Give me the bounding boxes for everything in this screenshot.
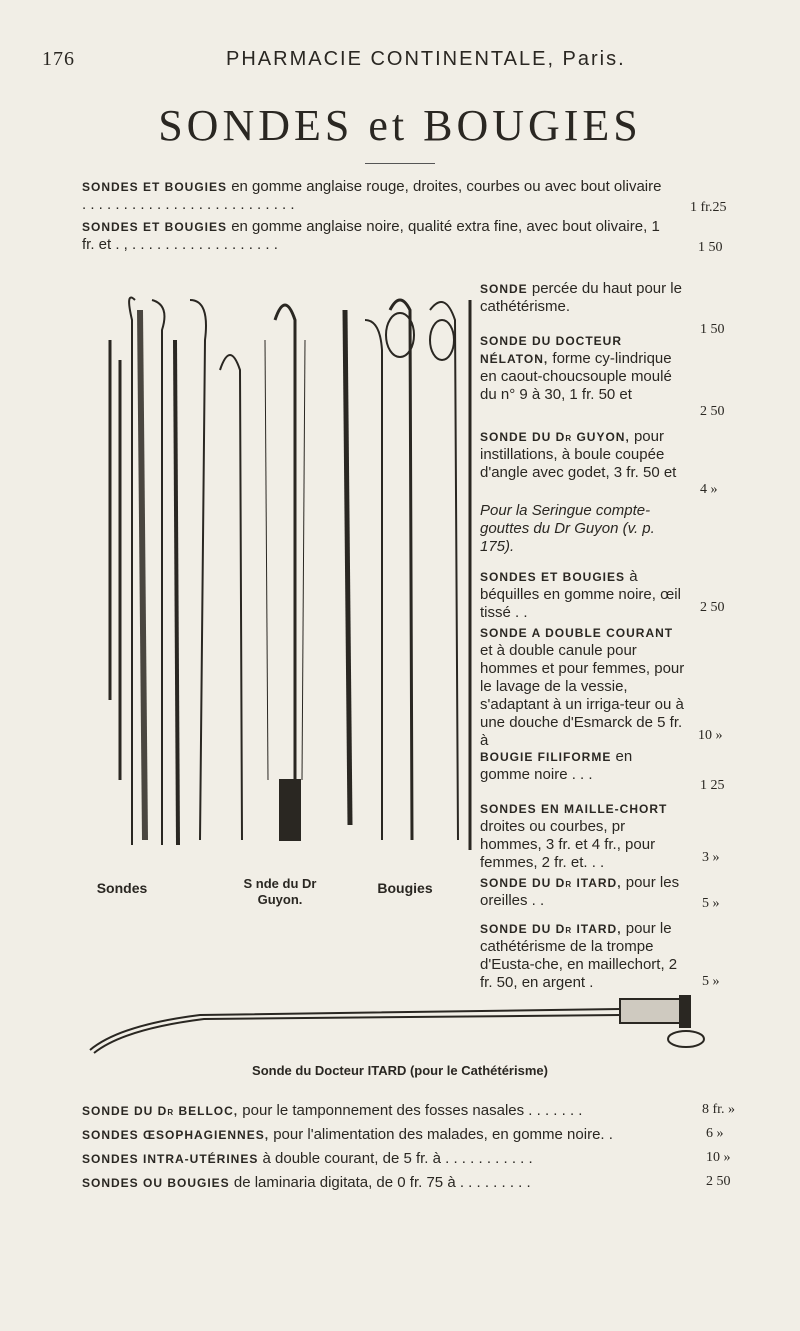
- entry-text: pour le cathétérisme de la trompe d'Eusta-che, en maillechort, 2 fr. 50, en argent .: [480, 920, 678, 991]
- entry-text: en gomme noire . . .: [480, 748, 633, 783]
- entry-text: Pour la Seringue compte-gouttes du Dr Guyon (v. p. 175).: [480, 502, 655, 555]
- page-title: [0, 100, 800, 164]
- entry-text: à double courant, de 5 fr. à . . . . . . . . . . .: [258, 1150, 533, 1167]
- entry-lead: SONDES ŒSOPHAGIENNES,: [82, 1128, 270, 1142]
- caption-itard: Sonde du Docteur ITARD (pour le Cathétérisme): [252, 1063, 548, 1078]
- entry-text: droites ou courbes, pr hommes, 3 fr. et 4 fr., pour femmes, 2 fr. et. . .: [480, 818, 656, 871]
- caption-bougies: Bougies: [377, 880, 433, 896]
- price: 10 »: [706, 1150, 731, 1165]
- price: 6 »: [706, 1126, 724, 1141]
- entry-right-10: [480, 920, 685, 992]
- entry-text: à béquilles en gomme noire, œil tissé . .: [480, 568, 681, 621]
- entry-lead: SONDE DU Dr ITARD,: [480, 922, 622, 936]
- entry-lead: SONDE DU Dr BELLOC,: [82, 1104, 239, 1118]
- entry-right-7: [480, 748, 685, 784]
- running-title: PHARMACIE CONTINENTALE, Paris.: [226, 48, 626, 70]
- itard-sonde-illustration: [80, 995, 720, 1055]
- entry-lead: SONDES ET BOUGIES: [82, 180, 228, 194]
- entry-text: pour les oreilles . .: [480, 874, 680, 909]
- price: 3 »: [702, 850, 720, 865]
- page-number: 176: [42, 48, 75, 70]
- entry-text: en gomme anglaise rouge, droites, courbes ou avec bout olivaire . . . . . . . . . . . . . . . . . . . . . . . . . .: [82, 178, 662, 213]
- entry-right-8: [480, 800, 685, 872]
- price: 5 »: [702, 974, 720, 989]
- entry-text: de laminaria digitata, de 0 fr. 75 à . . . . . . . . .: [229, 1174, 531, 1191]
- entry-bottom-4: [82, 1174, 682, 1192]
- entry-right-3: [480, 428, 685, 482]
- entry-text: percée du haut pour le cathétérisme.: [480, 280, 682, 315]
- entry-text: en gomme anglaise noire, qualité extra fine, avec bout olivaire, 1 fr. et . , . . . . . . . . . . . . . . . . . .: [82, 218, 660, 253]
- entry-top-1: [82, 178, 662, 214]
- entry-text: pour le tamponnement des fosses nasales . . . . . . .: [238, 1102, 583, 1119]
- caption-sonde-guyon: S nde du Dr Guyon.: [243, 876, 317, 907]
- price: 1 50: [700, 322, 725, 337]
- entry-lead: SONDES EN MAILLE-CHORT: [480, 802, 668, 816]
- entry-right-2: [480, 332, 685, 404]
- entry-bottom-1: [82, 1102, 682, 1120]
- entry-text: forme cy-lindrique en caout-choucsouple moulé du n° 9 à 30, 1 fr. 50 et: [480, 350, 672, 403]
- title-rule: [365, 163, 435, 164]
- entry-right-4: [480, 502, 685, 556]
- entry-right-5: [480, 568, 685, 622]
- entry-lead: SONDE DU Dr ITARD,: [480, 876, 622, 890]
- price: 8 fr. »: [702, 1102, 736, 1117]
- title-text: SONDES et BOUGIES: [158, 101, 642, 150]
- price: 1 25: [700, 778, 725, 793]
- entry-text: pour instillations, à boule coupée d'angle avec godet, 3 fr. 50 et: [480, 428, 677, 481]
- entry-lead: SONDES INTRA-UTÉRINES: [82, 1152, 259, 1166]
- entry-lead: BOUGIE FILIFORME: [480, 750, 612, 764]
- entry-lead: SONDE A DOUBLE COURANT: [480, 626, 674, 640]
- price: 1 fr.25: [690, 200, 727, 215]
- entry-lead: SONDES ET BOUGIES: [480, 570, 626, 584]
- caption-sondes: Sondes: [96, 880, 148, 896]
- entry-top-2: [82, 218, 662, 254]
- price: 2 50: [706, 1174, 731, 1189]
- price: 5 »: [702, 896, 720, 911]
- entry-lead: SONDES ET BOUGIES: [82, 220, 228, 234]
- price: 2 50: [700, 600, 725, 615]
- price: 4 »: [700, 482, 718, 497]
- entry-lead: SONDE DU DOCTEUR NÉLATON,: [480, 334, 623, 366]
- sondes-bougies-illustration: [90, 280, 480, 860]
- entry-right-1: [480, 280, 685, 316]
- entry-text: et à double canule pour hommes et pour femmes, pour le lavage de la vessie, s'adaptant à un irriga-teur ou à une douche d'Esmarck de 5 fr. à: [480, 642, 685, 749]
- entry-right-9: [480, 874, 685, 910]
- entry-bottom-3: [82, 1150, 682, 1168]
- price: 1 50: [698, 240, 723, 255]
- entry-text: pour l'alimentation des malades, en gomme noire. .: [269, 1126, 613, 1143]
- price: 10 »: [698, 728, 723, 743]
- entry-bottom-2: [82, 1126, 682, 1144]
- entry-lead: SONDES OU BOUGIES: [82, 1176, 230, 1190]
- entry-right-6: [480, 624, 685, 750]
- entry-lead: SONDE DU Dr GUYON,: [480, 430, 630, 444]
- entry-lead: SONDE: [480, 282, 528, 296]
- price: 2 50: [700, 404, 725, 419]
